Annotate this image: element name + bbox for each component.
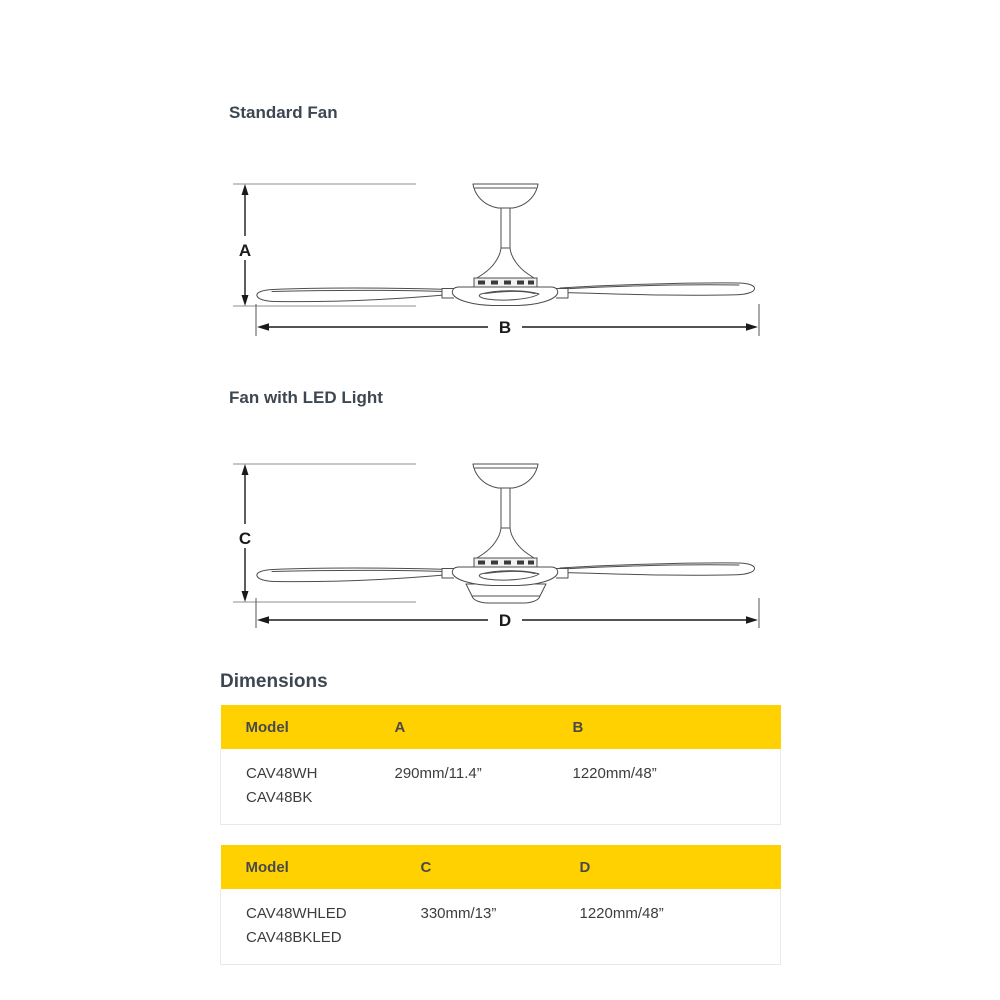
standard-fan-heading: Standard Fan xyxy=(229,103,338,122)
dimensions-table-led xyxy=(220,845,781,965)
col-header-model: Model xyxy=(221,845,421,889)
standard-fan-diagram xyxy=(220,172,780,347)
model-cell xyxy=(221,889,421,965)
col-header-a: A xyxy=(395,705,573,749)
dimensions-heading: Dimensions xyxy=(220,671,328,692)
table-header-row xyxy=(221,705,781,749)
value-cell-b: 1220mm/48” xyxy=(573,749,781,825)
dimensions-table-standard xyxy=(220,705,781,825)
value-cell-d: 1220mm/48” xyxy=(580,889,781,965)
dimension-label-b: B xyxy=(498,318,512,337)
model-name: CAV48BKLED xyxy=(246,929,342,946)
value-cell-a: 290mm/11.4” xyxy=(395,749,573,825)
dimension-label-d: D xyxy=(498,611,512,630)
dimension-label-a: A xyxy=(238,241,252,260)
value-cell-c: 330mm/13” xyxy=(421,889,580,965)
col-header-c: C xyxy=(421,845,580,889)
dimension-label-c: C xyxy=(238,529,252,548)
table-row xyxy=(221,889,781,965)
table-row xyxy=(221,749,781,825)
model-cell xyxy=(221,749,395,825)
led-fan-diagram xyxy=(220,452,780,642)
col-header-b: B xyxy=(573,705,781,749)
led-light-kit xyxy=(466,584,546,603)
model-name: CAV48BK xyxy=(246,789,313,806)
col-header-d: D xyxy=(580,845,781,889)
model-name: CAV48WH xyxy=(246,765,318,782)
col-header-model: Model xyxy=(221,705,395,749)
led-fan-heading: Fan with LED Light xyxy=(229,388,383,407)
model-name: CAV48WHLED xyxy=(246,905,347,922)
table-header-row xyxy=(221,845,781,889)
